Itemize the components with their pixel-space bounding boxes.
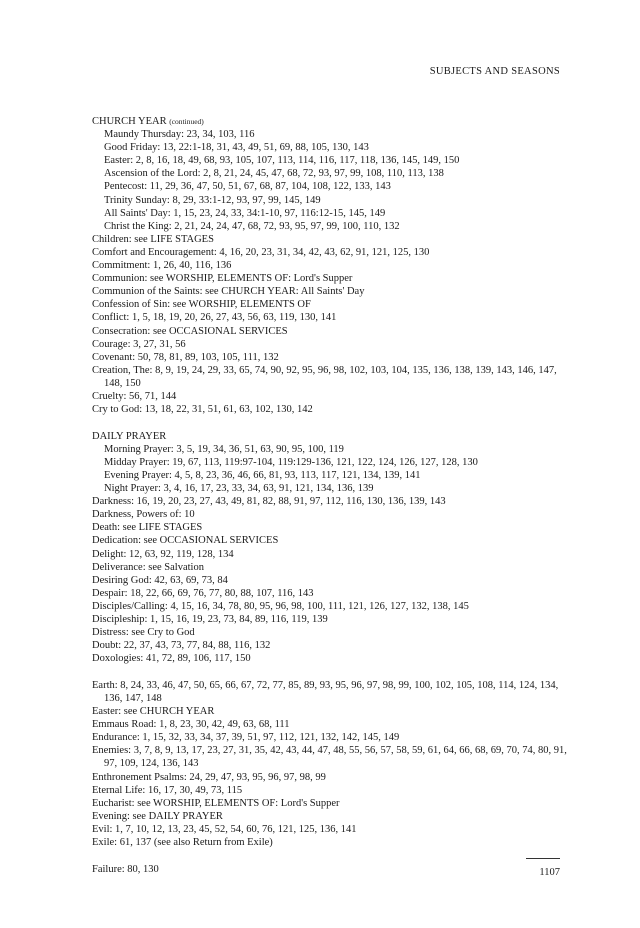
index-subentry [92,167,572,180]
index-entry [92,259,572,272]
index-entry [92,311,572,324]
index-subentry [92,180,572,193]
entry-text: Death: see LIFE STAGES [92,522,203,534]
index-entry [92,639,572,652]
index-entry [92,351,572,364]
index-subentry [92,194,572,207]
index-section [92,679,572,849]
entry-text: Dedication: see OCCASIONAL SERVICES [92,535,279,547]
entry-text: Morning Prayer: 3, 5, 19, 34, 36, 51, 63, 90, 95, 100, 119 [104,443,344,455]
footer-rule [526,858,560,859]
entry-text: Failure: 80, 130 [92,863,159,875]
entry-text: Disciples/Calling: 4, 15, 16, 34, 78, 80, 95, 96, 98, 100, 111, 121, 126, 127, 132, 138, 145 [92,600,469,612]
index-subentry [92,443,572,456]
entry-text: Exile: 61, 137 (see also Return from Exile) [92,836,273,848]
index-entry [92,587,572,600]
index-entry [92,652,572,665]
entry-text: Maundy Thursday: 23, 34, 103, 116 [104,129,255,141]
index-entry [92,863,572,876]
index-entry [92,233,572,246]
index-entry [92,731,572,744]
index-section [92,863,572,876]
entry-text: Covenant: 50, 78, 81, 89, 103, 105, 111, 132 [92,351,279,363]
index-entry [92,325,572,338]
index-entry [92,495,572,508]
entry-text: Cruelty: 56, 71, 144 [92,390,177,402]
entry-text: Doubt: 22, 37, 43, 73, 77, 84, 88, 116, 132 [92,640,271,652]
entry-text: Darkness: 16, 19, 20, 23, 27, 43, 49, 81, 82, 88, 91, 97, 112, 116, 130, 136, 139, 143 [92,496,446,508]
entry-text: Darkness, Powers of: 10 [92,509,195,521]
index-entry [92,272,572,285]
index-entry [92,338,572,351]
entry-text: Deliverance: see Salvation [92,561,204,573]
index-subentry [92,141,572,154]
index-entry [92,626,572,639]
index-entry [92,705,572,718]
entry-text: Eucharist: see WORSHIP, ELEMENTS OF: Lord's Supper [92,797,340,809]
index-subentry [92,469,572,482]
entry-text: Trinity Sunday: 8, 29, 33:1-12, 93, 97, 99, 145, 149 [104,194,321,206]
entry-text: Conflict: 1, 5, 18, 19, 20, 26, 27, 43, 56, 63, 119, 130, 141 [92,312,337,324]
index-entry [92,613,572,626]
entry-text: Delight: 12, 63, 92, 119, 128, 134 [92,548,234,560]
index-entry [92,718,572,731]
entry-text: Eternal Life: 16, 17, 30, 49, 73, 115 [92,784,243,796]
entry-text: Courage: 3, 27, 31, 56 [92,338,186,350]
entry-text: Emmaus Road: 1, 8, 23, 30, 42, 49, 63, 68, 111 [92,719,290,731]
index-section [92,430,572,666]
entry-text: Distress: see Cry to God [92,627,195,639]
entry-text: DAILY PRAYER [92,430,167,442]
index-entry [92,246,572,259]
index-entry [92,298,572,311]
entry-text: Enthronement Psalms: 24, 29, 47, 93, 95, 96, 97, 98, 99 [92,771,326,783]
entry-text: Confession of Sin: see WORSHIP, ELEMENTS OF [92,299,311,311]
continued-note: (continued) [169,117,204,126]
entry-text: Discipleship: 1, 15, 16, 19, 23, 73, 84, 89, 116, 119, 139 [92,613,328,625]
index-entry [92,836,572,849]
index-entry [92,823,572,836]
section-heading [92,115,572,128]
page-number: 1107 [539,867,560,878]
entry-text: Consecration: see OCCASIONAL SERVICES [92,325,288,337]
index-entry [92,403,572,416]
index-subentry [92,456,572,469]
index-entry [92,561,572,574]
index-entry [92,574,572,587]
entry-text: Despair: 18, 22, 66, 69, 76, 77, 80, 88, 107, 116, 143 [92,587,314,599]
index-entry [92,285,572,298]
index-subentry [92,128,572,141]
entry-text: Creation, The: 8, 9, 19, 24, 29, 33, 65, 74, 90, 92, 95, 96, 98, 102, 103, 104, 135, 136, 138, 139, 143, 146, 147, 148, 150 [92,364,557,389]
entry-text: Ascension of the Lord: 2, 8, 21, 24, 45, 47, 68, 72, 93, 97, 99, 108, 110, 113, 138 [104,168,444,180]
entry-text: Desiring God: 42, 63, 69, 73, 84 [92,574,228,586]
index-entry [92,810,572,823]
index-entry [92,548,572,561]
entry-text: Communion: see WORSHIP, ELEMENTS OF: Lord's Supper [92,273,353,285]
running-head: SUBJECTS AND SEASONS [429,66,560,77]
index-entry [92,600,572,613]
index-subentry [92,220,572,233]
index-entry [92,364,572,390]
index-section [92,115,572,416]
entry-text: Night Prayer: 3, 4, 16, 17, 23, 33, 34, 63, 91, 121, 134, 136, 139 [104,483,374,495]
entry-text: Christ the King: 2, 21, 24, 24, 47, 68, 72, 93, 95, 97, 99, 100, 110, 132 [104,220,400,232]
entry-text: Cry to God: 13, 18, 22, 31, 51, 61, 63, 102, 130, 142 [92,404,313,416]
entry-text: Enemies: 3, 7, 8, 9, 13, 17, 23, 27, 31, 35, 42, 43, 44, 47, 48, 55, 56, 57, 58, 59, 61, 64, 66, 68, 69, 70, 74, 80, 91, 97, 109, 124, 136, 143 [92,745,567,770]
entry-text: Communion of the Saints: see CHURCH YEAR: All Saints' Day [92,286,365,298]
subject-index [92,115,572,889]
entry-text: Evening Prayer: 4, 5, 8, 23, 36, 46, 66, 81, 93, 113, 117, 121, 134, 139, 141 [104,469,421,481]
entry-text: Easter: see CHURCH YEAR [92,706,215,718]
entry-text: CHURCH YEAR [92,116,167,127]
entry-text: Evil: 1, 7, 10, 12, 13, 23, 45, 52, 54, 60, 76, 121, 125, 136, 141 [92,823,357,835]
index-entry [92,744,572,770]
index-subentry [92,207,572,220]
entry-text: Children: see LIFE STAGES [92,233,214,245]
entry-text: Endurance: 1, 15, 32, 33, 34, 37, 39, 51, 97, 112, 121, 132, 142, 145, 149 [92,732,400,744]
entry-text: Midday Prayer: 19, 67, 113, 119:97-104, 119:129-136, 121, 122, 124, 126, 127, 128, 130 [104,456,478,468]
section-heading [92,430,572,443]
entry-text: Comfort and Encouragement: 4, 16, 20, 23, 31, 34, 42, 43, 62, 91, 121, 125, 130 [92,246,430,258]
index-entry [92,679,572,705]
entry-text: Doxologies: 41, 72, 89, 106, 117, 150 [92,653,251,665]
index-entry [92,797,572,810]
entry-text: Good Friday: 13, 22:1-18, 31, 43, 49, 51, 69, 88, 105, 130, 143 [104,142,369,154]
index-entry [92,784,572,797]
index-subentry [92,482,572,495]
entry-text: Pentecost: 11, 29, 36, 47, 50, 51, 67, 68, 87, 104, 108, 122, 133, 143 [104,181,391,193]
index-entry [92,534,572,547]
index-entry [92,390,572,403]
entry-text: All Saints' Day: 1, 15, 23, 24, 33, 34:1-10, 97, 116:12-15, 145, 149 [104,207,386,219]
index-subentry [92,154,572,167]
index-entry [92,521,572,534]
index-entry [92,771,572,784]
entry-text: Evening: see DAILY PRAYER [92,810,223,822]
index-entry [92,508,572,521]
entry-text: Easter: 2, 8, 16, 18, 49, 68, 93, 105, 107, 113, 114, 116, 117, 118, 136, 145, 149, 150 [104,155,460,167]
entry-text: Commitment: 1, 26, 40, 116, 136 [92,260,232,272]
entry-text: Earth: 8, 24, 33, 46, 47, 50, 65, 66, 67, 72, 77, 85, 89, 93, 95, 96, 97, 98, 99, 100, 102, 105, 108, 114, 124, 134, 136, 147, 148 [92,679,559,704]
